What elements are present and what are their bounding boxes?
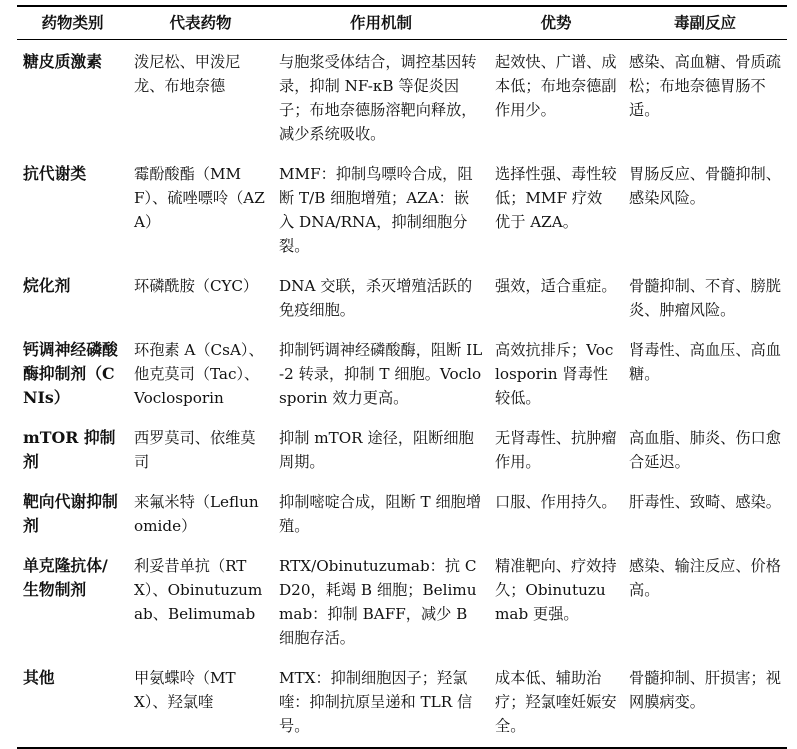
cell-drugs: 甲氨蝶呤（MTX）、羟氯喹 — [128, 656, 273, 748]
cell-category: 糖皮质激素 — [23, 52, 102, 71]
table-row — [17, 264, 787, 328]
cell-advantages: 无肾毒性、抗肿瘤作用。 — [495, 429, 617, 471]
table-row — [17, 656, 787, 748]
header-mechanism: 作用机制 — [273, 6, 489, 40]
cell-toxicity: 高血脂、肺炎、伤口愈合延迟。 — [629, 429, 781, 471]
table-row — [17, 480, 787, 544]
cell-drugs: 霉酚酸酯（MMF）、硫唑嘌呤（AZA） — [134, 165, 265, 231]
cell-mechanism: MMF：抑制鸟嘌呤合成，阻断 T/B 细胞增殖；AZA：嵌入 DNA/RNA，抑制细胞分裂。 — [279, 165, 473, 255]
cell-mechanism: DNA 交联，杀灭增殖活跃的免疫细胞。 — [279, 277, 473, 319]
cell-drugs: 利妥昔单抗（RTX）、Obinutuzumab、Belimumab — [134, 557, 263, 623]
cell-category: 抗代谢类 — [23, 164, 87, 183]
cell-toxicity: 骨髓抑制、肝损害；视网膜病变。 — [623, 656, 787, 748]
header-advantages: 优势 — [489, 6, 623, 40]
cell-toxicity: 感染、输注反应、价格高。 — [629, 557, 781, 599]
cell-mechanism: 抑制 mTOR 途径，阻断细胞周期。 — [279, 429, 474, 471]
table-row — [17, 328, 787, 416]
header-toxicity: 毒副反应 — [623, 6, 787, 40]
cell-category: 其他 — [17, 656, 128, 748]
table-row — [17, 416, 787, 480]
cell-advantages: 精准靶向、疗效持久；Obinutuzumab 更强。 — [495, 557, 617, 623]
cell-advantages: 口服、作用持久。 — [495, 493, 617, 511]
cell-category: 靶向代谢抑制剂 — [23, 492, 118, 535]
cell-category: 烷化剂 — [23, 276, 71, 295]
cell-advantages: 起效快、广谱、成本低；布地奈德副作用少。 — [495, 53, 617, 119]
cell-category: 钙调神经磷酸酶抑制剂（CNIs） — [23, 340, 118, 407]
table-row — [17, 544, 787, 656]
table-header — [17, 6, 787, 40]
table-row — [17, 152, 787, 264]
cell-drugs: 来氟米特（Leflunomide） — [134, 493, 259, 535]
cell-mechanism: RTX/Obinutuzumab：抗 CD20，耗竭 B 细胞；Belimumab：抑制 BAFF，减少 B 细胞存活。 — [279, 557, 477, 647]
document-page — [0, 5, 797, 747]
cell-category: 单克隆抗体/生物制剂 — [23, 556, 108, 599]
cell-drugs: 西罗莫司、依维莫司 — [134, 429, 256, 471]
cell-mechanism: 与胞浆受体结合，调控基因转录，抑制 NF-κB 等促炎因子；布地奈德肠溶靶向释放，减少系统吸收。 — [279, 53, 477, 143]
header-row — [17, 6, 787, 40]
cell-category: mTOR 抑制剂 — [23, 428, 116, 471]
cell-toxicity: 肝毒性、致畸、感染。 — [629, 493, 781, 511]
immunosuppressant-table — [17, 5, 787, 749]
cell-mechanism: 抑制嘧啶合成，阻断 T 细胞增殖。 — [279, 493, 482, 535]
cell-advantages: 成本低、辅助治疗；羟氯喹妊娠安全。 — [489, 656, 623, 748]
cell-advantages: 选择性强、毒性较低；MMF 疗效优于 AZA。 — [495, 165, 617, 231]
cell-advantages: 强效，适合重症。 — [495, 277, 617, 295]
table-row — [17, 40, 787, 153]
cell-drugs: 环孢素 A（CsA）、他克莫司（Tac）、Voclosporin — [134, 341, 264, 407]
cell-drugs: 泼尼松、甲泼尼龙、布地奈德 — [134, 53, 241, 95]
header-drug-class: 药物类别 — [17, 6, 128, 40]
cell-toxicity: 骨髓抑制、不育、膀胱炎、肿瘤风险。 — [629, 277, 781, 319]
cell-toxicity: 肾毒性、高血压、高血糖。 — [629, 341, 781, 383]
cell-drugs: 环磷酰胺（CYC） — [134, 277, 259, 295]
cell-toxicity: 感染、高血糖、骨质疏松；布地奈德胃肠不适。 — [629, 53, 781, 119]
header-representative-drugs: 代表药物 — [128, 6, 273, 40]
cell-advantages: 高效抗排斥；Voclosporin 肾毒性较低。 — [495, 341, 614, 407]
table-body — [17, 40, 787, 749]
cell-mechanism: MTX：抑制细胞因子；羟氯喹：抑制抗原呈递和 TLR 信号。 — [273, 656, 489, 748]
cell-toxicity: 胃肠反应、骨髓抑制、感染风险。 — [629, 165, 781, 207]
cell-mechanism: 抑制钙调神经磷酸酶，阻断 IL-2 转录，抑制 T 细胞。Voclosporin 效力更高。 — [279, 341, 483, 407]
